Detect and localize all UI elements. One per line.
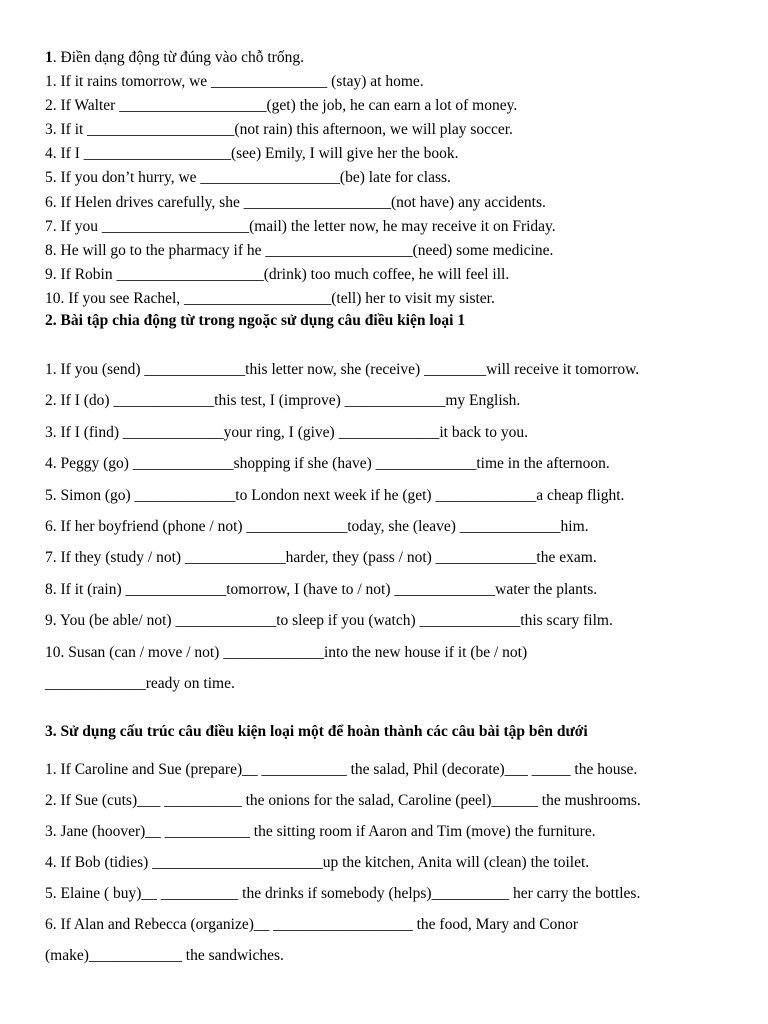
exercise-item: 5. Simon (go) _____________to London next week if he (get) _____________a cheap flight. bbox=[45, 486, 625, 504]
section-1 bbox=[45, 46, 745, 311]
section-2 bbox=[45, 356, 745, 701]
exercise-item: 4. Peggy (go) _____________shopping if she (have) _____________time in the afternoon. bbox=[45, 455, 610, 473]
exercise-item: 7. If they (study / not) _____________harder, they (pass / not) _____________the exam. bbox=[45, 549, 597, 567]
exercise-item: 9. You (be able/ not) _____________to sleep if you (watch) _____________this scary film. bbox=[45, 612, 613, 630]
exercise-item: 5. Elaine ( buy)__ __________ the drinks if somebody (helps)__________ her carry the bottles. bbox=[45, 885, 641, 902]
exercise-item: 10. Susan (can / move / not) _____________into the new house if it (be / not) bbox=[45, 643, 528, 661]
exercise-item: 2. If I (do) _____________this test, I (improve) _____________my English. bbox=[45, 392, 521, 410]
exercise-item: 1. If it rains tomorrow, we _______________ (stay) at home. bbox=[45, 73, 424, 91]
exercise-item: 8. He will go to the pharmacy if he ___________________(need) some medicine. bbox=[45, 241, 554, 259]
exercise-item: 6. If her boyfriend (phone / not) _____________today, she (leave) _____________him. bbox=[45, 517, 589, 535]
exercise-item: 3. If it ___________________(not rain) this afternoon, we will play soccer. bbox=[45, 121, 513, 139]
exercise-item: 8. If it (rain) _____________tomorrow, I (have to / not) _____________water the plants. bbox=[45, 580, 598, 598]
exercise-item: 6. If Alan and Rebecca (organize)__ __________________ the food, Mary and Conor bbox=[45, 916, 579, 933]
exercise-item-continuation: (make)____________ the sandwiches. bbox=[45, 947, 284, 964]
section-3 bbox=[45, 754, 745, 971]
exercise-item: 7. If you ___________________(mail) the letter now, he may receive it on Friday. bbox=[45, 217, 556, 235]
exercise-item: 3. Jane (hoover)__ ___________ the sitting room if Aaron and Tim (move) the furniture. bbox=[45, 823, 596, 840]
section-2-title: 2. Bài tập chia động từ trong ngoặc sử dụng câu điều kiện loại 1 bbox=[45, 312, 466, 329]
exercise-item: 10. If you see Rachel, ___________________(tell) her to visit my sister. bbox=[45, 289, 495, 307]
exercise-item: 1. If you (send) _____________this letter now, she (receive) ________will receive it tomorrow. bbox=[45, 361, 640, 378]
section-1-title: 1. Điền dạng động từ đúng vào chỗ trống. bbox=[45, 49, 304, 66]
exercise-item: 3. If I (find) _____________your ring, I (give) _____________it back to you. bbox=[45, 423, 529, 441]
exercise-item: 4. If I ___________________(see) Emily, I will give her the book. bbox=[45, 145, 459, 163]
exercise-item: 5. If you don’t hurry, we __________________(be) late for class. bbox=[45, 169, 451, 187]
section-3-title: 3. Sử dụng cấu trúc câu điều kiện loại một để hoàn thành các câu bài tập bên dưới bbox=[45, 723, 588, 740]
exercise-item: 4. If Bob (tidies) ______________________up the kitchen, Anita will (clean) the toilet. bbox=[45, 854, 590, 871]
exercise-item: 6. If Helen drives carefully, she ___________________(not have) any accidents. bbox=[45, 193, 546, 211]
exercise-item: 9. If Robin ___________________(drink) too much coffee, he will feel ill. bbox=[45, 265, 510, 283]
exercise-item: 2. If Sue (cuts)___ __________ the onions for the salad, Caroline (peel)______ the mushrooms. bbox=[45, 792, 641, 809]
exercise-item-continuation: _____________ready on time. bbox=[45, 674, 235, 692]
exercise-item: 2. If Walter ___________________(get) the job, he can earn a lot of money. bbox=[45, 97, 518, 115]
exercise-item: 1. If Caroline and Sue (prepare)__ ___________ the salad, Phil (decorate)___ _____ the house. bbox=[45, 761, 638, 778]
